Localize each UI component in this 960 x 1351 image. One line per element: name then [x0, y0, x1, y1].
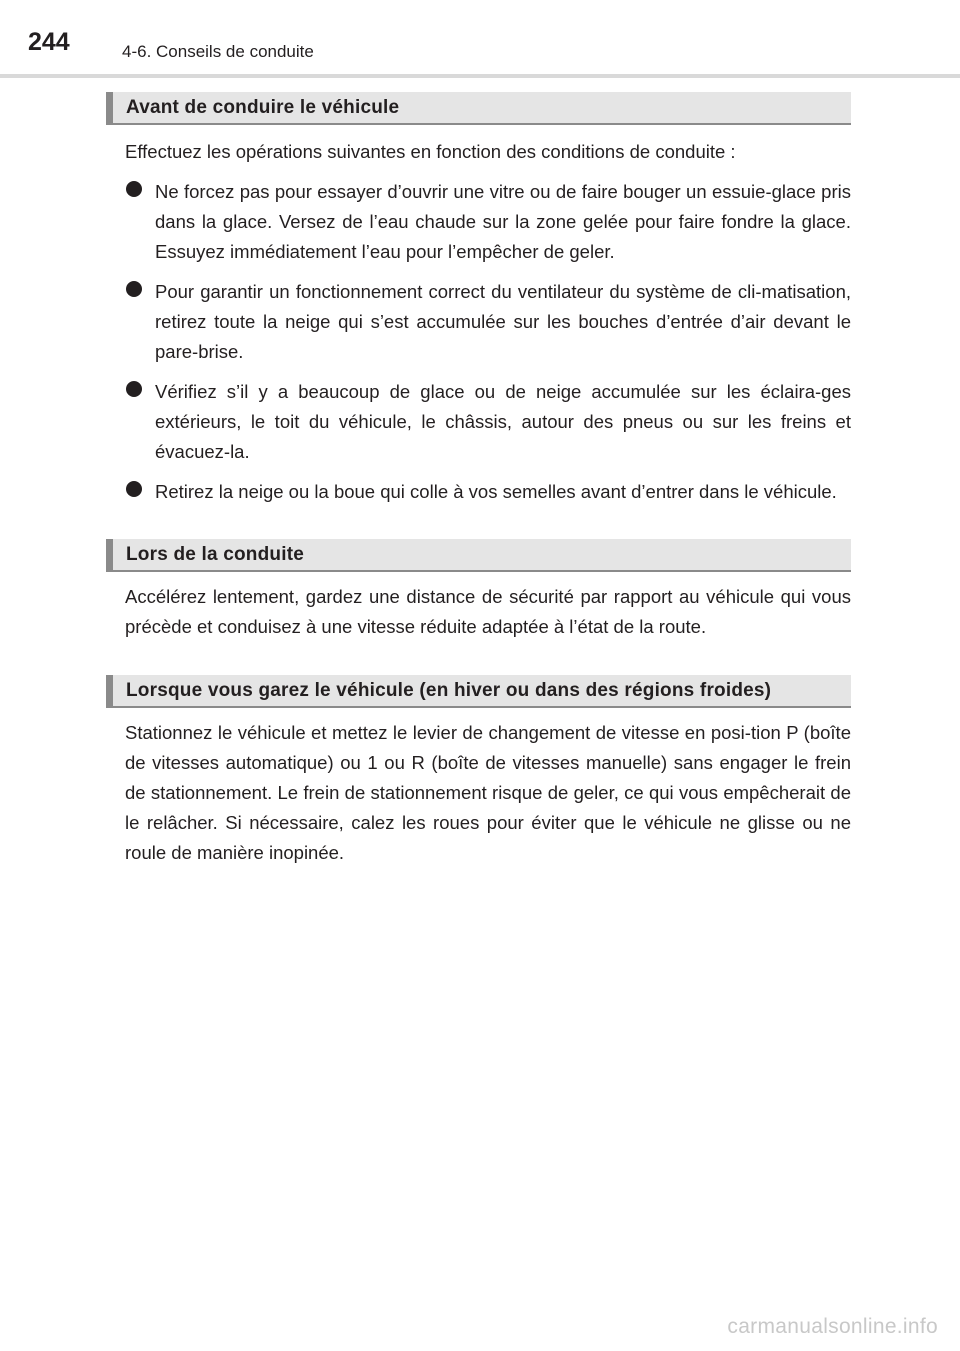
list-item-text: Pour garantir un fonctionnement correct du ventilateur du système de cli-matisation, retirez toute la neige qui s’est accumulée sur les bouches d’entrée d’air devant le pare-brise.: [155, 281, 851, 362]
section-body: Accélérez lentement, gardez une distance de sécurité par rapport au véhicule qui vous précède et conduisez à une vitesse réduite adaptée à l’état de la route.: [125, 586, 851, 637]
section-heading: [106, 92, 851, 125]
section-before-driving: [106, 92, 851, 507]
list-item: [106, 177, 851, 267]
section-heading: [106, 675, 851, 708]
section-parking: [106, 675, 851, 868]
section-heading-text: Avant de conduire le véhicule: [126, 97, 400, 118]
page-number: 244: [28, 28, 70, 56]
section-body: Stationnez le véhicule et mettez le levier de changement de vitesse en posi-tion P (boîte de vitesses automatique) ou 1 ou R (boîte de vitesses manuelle) sans engager le frein de stationnement. Le frein de stationnement risque de geler, ce qui vous empêcherait de le relâcher. Si nécessaire, calez les roues pour éviter que le véhicule ne glisse ou ne roule de manière inopinée.: [125, 722, 851, 863]
bullet-dot-icon: [126, 281, 142, 297]
section-while-driving: [106, 539, 851, 642]
chapter-title: 4-6. Conseils de conduite: [122, 42, 314, 61]
watermark: carmanualsonline.info: [727, 1315, 938, 1338]
section-heading-text: Lors de la conduite: [126, 544, 304, 565]
list-item: [106, 477, 851, 507]
bullet-dot-icon: [126, 181, 142, 197]
section-heading-text: Lorsque vous garez le véhicule (en hiver ou dans des régions froides): [126, 680, 772, 701]
section-heading: [106, 539, 851, 572]
bullet-dot-icon: [126, 481, 142, 497]
list-item-text: Ne forcez pas pour essayer d’ouvrir une vitre ou de faire bouger un essuie-glace pris dans la glace. Versez de l’eau chaude sur la zone gelée pour faire fondre la glace. Essuyez immédiatement l’eau pour l’empêcher de geler.: [155, 181, 851, 262]
list-item: [106, 277, 851, 367]
page-content: [106, 92, 851, 868]
bullet-dot-icon: [126, 381, 142, 397]
list-item: [106, 377, 851, 467]
section-intro: Effectuez les opérations suivantes en fonction des conditions de conduite :: [125, 141, 736, 162]
list-item-text: Vérifiez s’il y a beaucoup de glace ou de neige accumulée sur les éclaira-ges extérieurs, le toit du véhicule, le châssis, autour des pneus ou sur les freins et évacuez-la.: [155, 381, 851, 462]
list-item-text: Retirez la neige ou la boue qui colle à vos semelles avant d’entrer dans le véhicule.: [155, 481, 837, 502]
page-header: [0, 0, 960, 78]
bullet-list: [106, 177, 851, 507]
header-divider: [0, 74, 960, 78]
